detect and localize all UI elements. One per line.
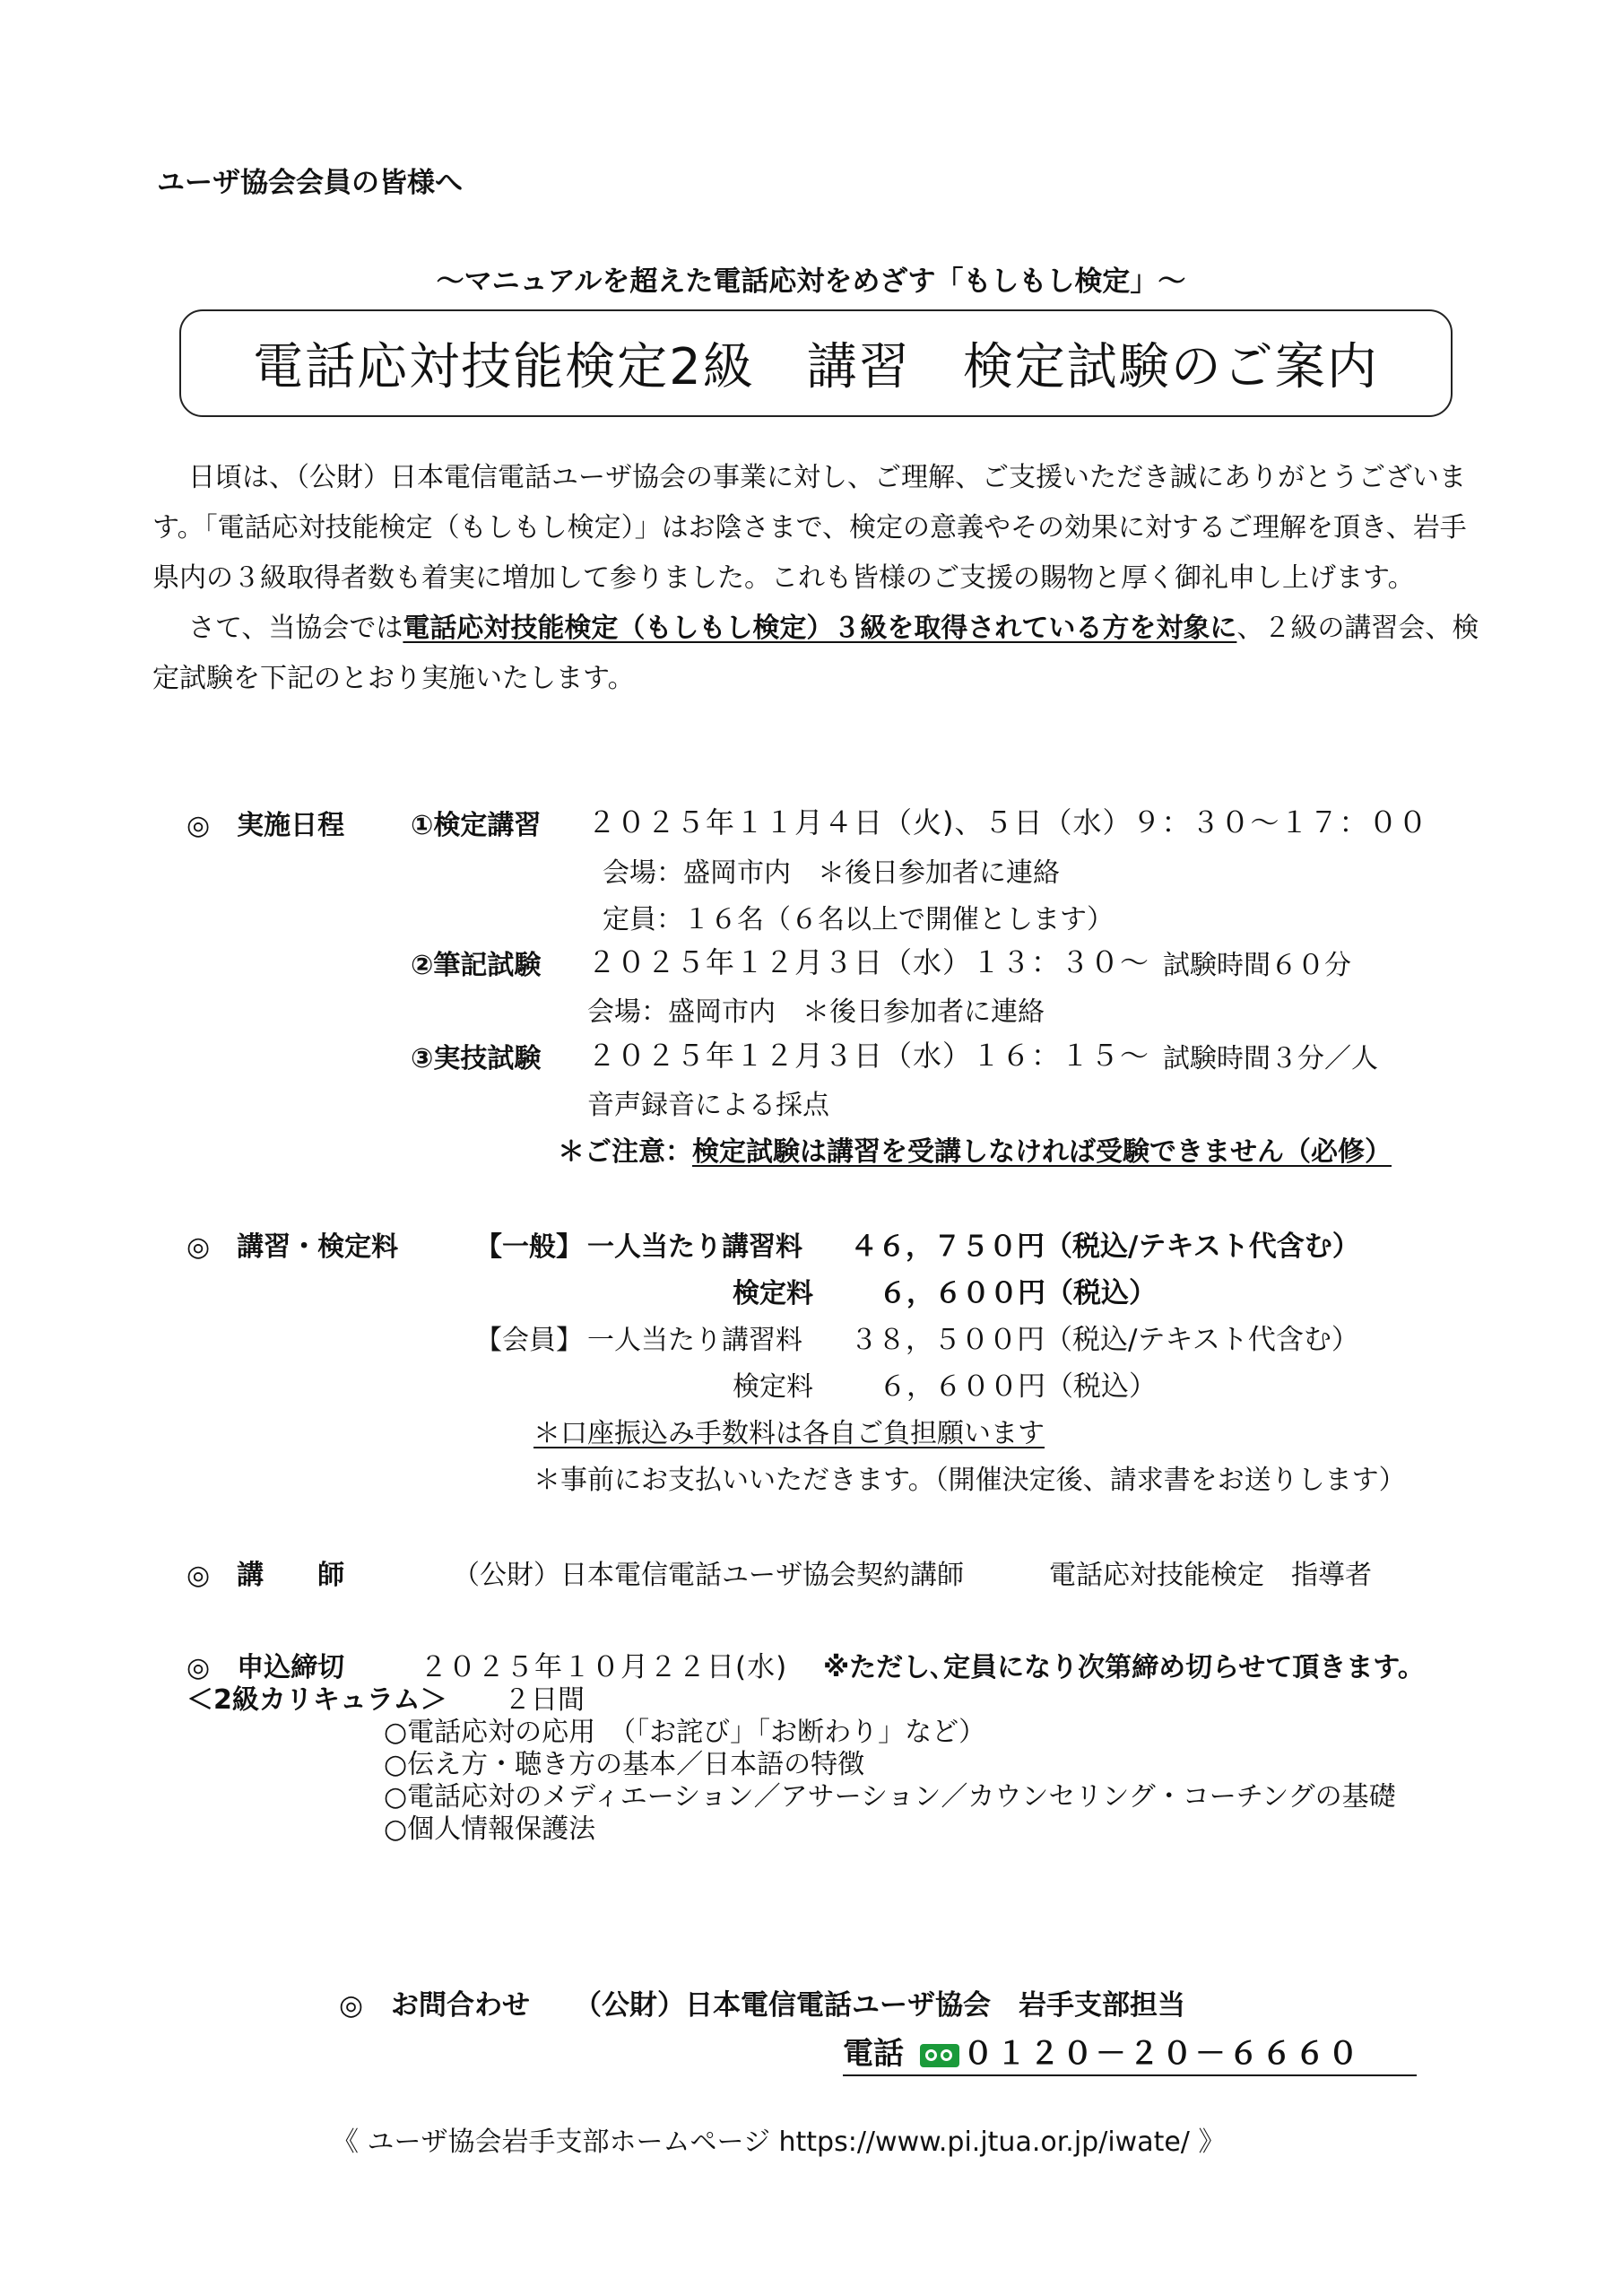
intro-p2-emphasis: 電話応対技能検定（もしもし検定）３級を取得されている方を対象に — [403, 613, 1237, 644]
contact-phone — [843, 2029, 1417, 2076]
instructor-text-1: （公財）日本電信電話ユーザ協会契約講師 — [453, 1560, 964, 1591]
schedule-item-1-datetime: ２０２５年１１月４日（火)、５日（水）９：３０～１７：００ — [587, 805, 1428, 839]
fees-general-label: 【一般】 — [475, 1231, 583, 1263]
schedule-item-1-venue: 会場：盛岡市内 ＊後日参加者に連絡 — [603, 857, 1060, 889]
intro-p2-after: 、２級の講習会、検定試験を下記のとおり実施いたします。 — [152, 613, 1479, 694]
fees-member-label: 【会員】 — [475, 1325, 583, 1356]
instructor-text-2: 電話応対技能検定 指導者 — [1049, 1560, 1372, 1591]
caution-text: 検定試験は講習を受講しなければ受験できません（必修） — [692, 1136, 1392, 1168]
intro-text — [152, 453, 1479, 704]
homepage-open-bracket: 《 — [332, 2126, 359, 2158]
schedule-item-2-venue: 会場：盛岡市内 ＊後日参加者に連絡 — [587, 996, 1045, 1028]
fees-general-exam-label: 検定料 — [733, 1278, 813, 1309]
deadline-heading: ◎ 申込締切 — [186, 1652, 345, 1683]
intro-paragraph-1: 日頃は、（公財）日本電信電話ユーザ協会の事業に対し、ご理解、ご支援いただき誠にありがとうございます。「電話応対技能検定（もしもし検定）」はお陰さまで、検定の意義やその効果に対するご理解を頂き、岩手県内の３級取得者数も着実に増加して参りました。これも皆様のご支援の賜物と厚く御礼申し上げます。 — [152, 462, 1467, 594]
fees-member-course-amount: ３８，５００円（税込/テキスト代含む） — [850, 1324, 1359, 1356]
schedule-item-3-duration: 試験時間３分／人 — [1163, 1043, 1378, 1074]
homepage-close-bracket: 》 — [1198, 2126, 1226, 2158]
fees-member-course-label: 一人当たり講習料 — [587, 1325, 802, 1356]
schedule-item-2-duration: 試験時間６０分 — [1163, 950, 1351, 981]
caution-prefix: ＊ご注意： — [558, 1136, 692, 1168]
instructor-heading: ◎ 講 師 — [186, 1560, 345, 1591]
schedule-item-1-capacity: 定員：１６名（６名以上で開催とします） — [603, 904, 1114, 935]
schedule-item-3-label: ③実技試験 — [411, 1043, 542, 1074]
homepage-line — [332, 2119, 1225, 2159]
schedule-item-1-label: ①検定講習 — [411, 810, 542, 841]
schedule-heading: ◎ 実施日程 — [186, 810, 345, 841]
deadline-date: ２０２５年１０月２２日(水) — [420, 1651, 788, 1683]
deadline-note: ※ただし､定員になり次第締め切らせて頂きます。 — [823, 1652, 1425, 1683]
fees-heading: ◎ 講習・検定料 — [186, 1231, 399, 1263]
contact-org: （公財）日本電信電話ユーザ協会 岩手支部担当 — [574, 1989, 1185, 2022]
freedial-icon — [920, 2044, 959, 2067]
contact-heading: ◎ お問合わせ — [339, 1989, 531, 2022]
curriculum-item-3: ○電話応対のメディエーション／アサーション／カウンセリング・コーチングの基礎 — [384, 1781, 1396, 1813]
greeting: ユーザ協会会員の皆様へ — [157, 167, 463, 199]
fees-member-exam-amount: ６，６００円（税込） — [879, 1370, 1157, 1403]
fees-general-exam-amount: ６，６００円（税込） — [879, 1277, 1157, 1309]
homepage-label: ユーザ協会岩手支部ホームページ — [367, 2126, 770, 2158]
schedule-item-2-label: ②筆記試験 — [411, 950, 542, 981]
curriculum-item-1: ○電話応対の応用 （「お詫び」「お断わり」など） — [384, 1717, 986, 1748]
fees-note-transfer: ＊口座振込み手数料は各自ご負担願います — [533, 1418, 1045, 1449]
schedule-item-3-datetime: ２０２５年１２月３日（水）１６：１５～ — [587, 1039, 1150, 1073]
page-title: 電話応対技能検定2級 講習 検定試験のご案内 — [253, 338, 1379, 396]
subtitle: ～マニュアルを超えた電話応対をめざす「もしもし検定」～ — [436, 265, 1186, 298]
curriculum-days: ２日間 — [504, 1684, 585, 1716]
contact-phone-number[interactable]: ０１２０－２０－６６６０ — [962, 2036, 1361, 2072]
contact-phone-label: 電話 — [843, 2036, 904, 2072]
schedule-item-3-note: 音声録音による採点 — [587, 1090, 829, 1121]
curriculum-heading: ＜2級カリキュラム＞ — [186, 1684, 447, 1716]
fees-note-prepay: ＊事前にお支払いいただきます。（開催決定後、請求書をお送りします） — [533, 1465, 1406, 1496]
title-box — [179, 309, 1453, 417]
intro-paragraph-2 — [152, 604, 1479, 704]
curriculum-item-2: ○伝え方・聴き方の基本／日本語の特徴 — [384, 1749, 865, 1780]
intro-p2-before: さて、当協会では — [188, 613, 403, 644]
fees-general-course-label: 一人当たり講習料 — [587, 1231, 802, 1263]
fees-general-course-amount: ４６，７５０円（税込/テキスト代含む） — [850, 1231, 1360, 1263]
schedule-item-2-datetime: ２０２５年１２月３日（水）１３：３０～ — [587, 945, 1150, 979]
curriculum-item-4: ○個人情報保護法 — [384, 1813, 596, 1845]
homepage-link[interactable]: https://www.pi.jtua.or.jp/iwate/ — [778, 2126, 1190, 2158]
fees-member-exam-label: 検定料 — [733, 1371, 813, 1403]
caution-note — [558, 1129, 1392, 1169]
